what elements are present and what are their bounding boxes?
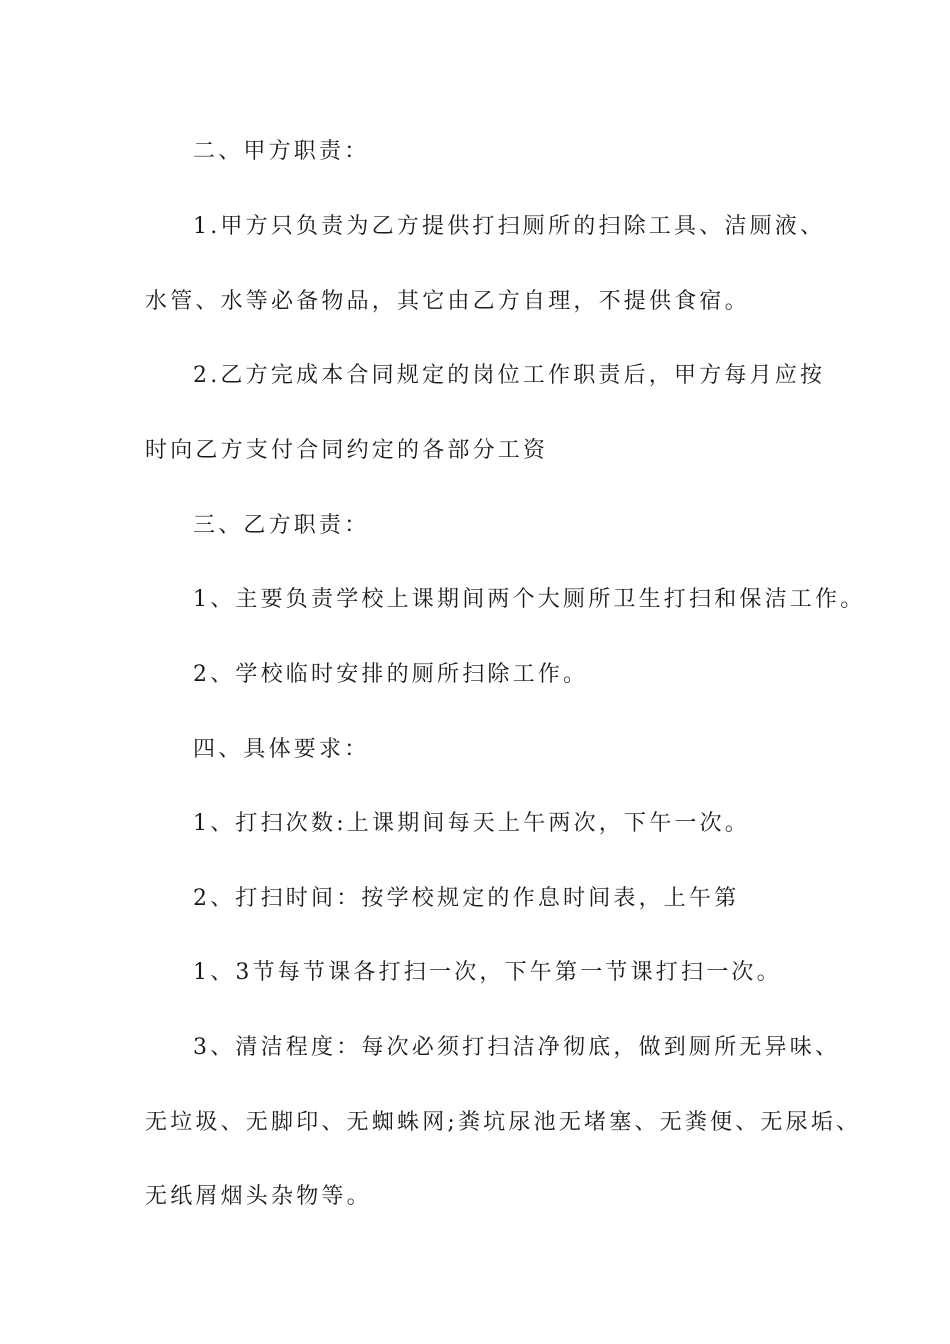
paragraph-line: 无垃圾、无脚印、无蜘蛛网;粪坑尿池无堵塞、无粪便、无尿垢、 bbox=[145, 1110, 862, 1135]
paragraph-line: 时向乙方支付合同约定的各部分工资 bbox=[145, 438, 549, 463]
paragraph-line: 3、清洁程度：每次必须打扫洁净彻底，做到厕所无异味、 bbox=[193, 1035, 841, 1060]
paragraph-line: 1、3节每节课各打扫一次，下午第一节课打扫一次。 bbox=[193, 960, 782, 985]
paragraph-line: 1、打扫次数:上课期间每天上午两次，下午一次。 bbox=[193, 811, 751, 836]
section-heading-requirements: 四、具体要求： bbox=[193, 737, 370, 762]
paragraph-line: 2、学校临时安排的厕所扫除工作。 bbox=[193, 662, 589, 687]
paragraph-line: 2.乙方完成本合同规定的岗位工作职责后，甲方每月应按 bbox=[193, 363, 826, 388]
paragraph-line: 水管、水等必备物品，其它由乙方自理，不提供食宿。 bbox=[145, 289, 750, 314]
section-heading-party-a-duties: 二、甲方职责： bbox=[193, 139, 370, 164]
paragraph-line: 无纸屑烟头杂物等。 bbox=[145, 1184, 372, 1209]
section-heading-party-b-duties: 三、乙方职责： bbox=[193, 513, 370, 538]
paragraph-line: 2、打扫时间：按学校规定的作息时间表，上午第 bbox=[193, 886, 740, 911]
paragraph-line: 1、主要负责学校上课期间两个大厕所卫生打扫和保洁工作。 bbox=[193, 587, 866, 612]
paragraph-line: 1.甲方只负责为乙方提供打扫厕所的扫除工具、洁厕液、 bbox=[193, 214, 826, 239]
